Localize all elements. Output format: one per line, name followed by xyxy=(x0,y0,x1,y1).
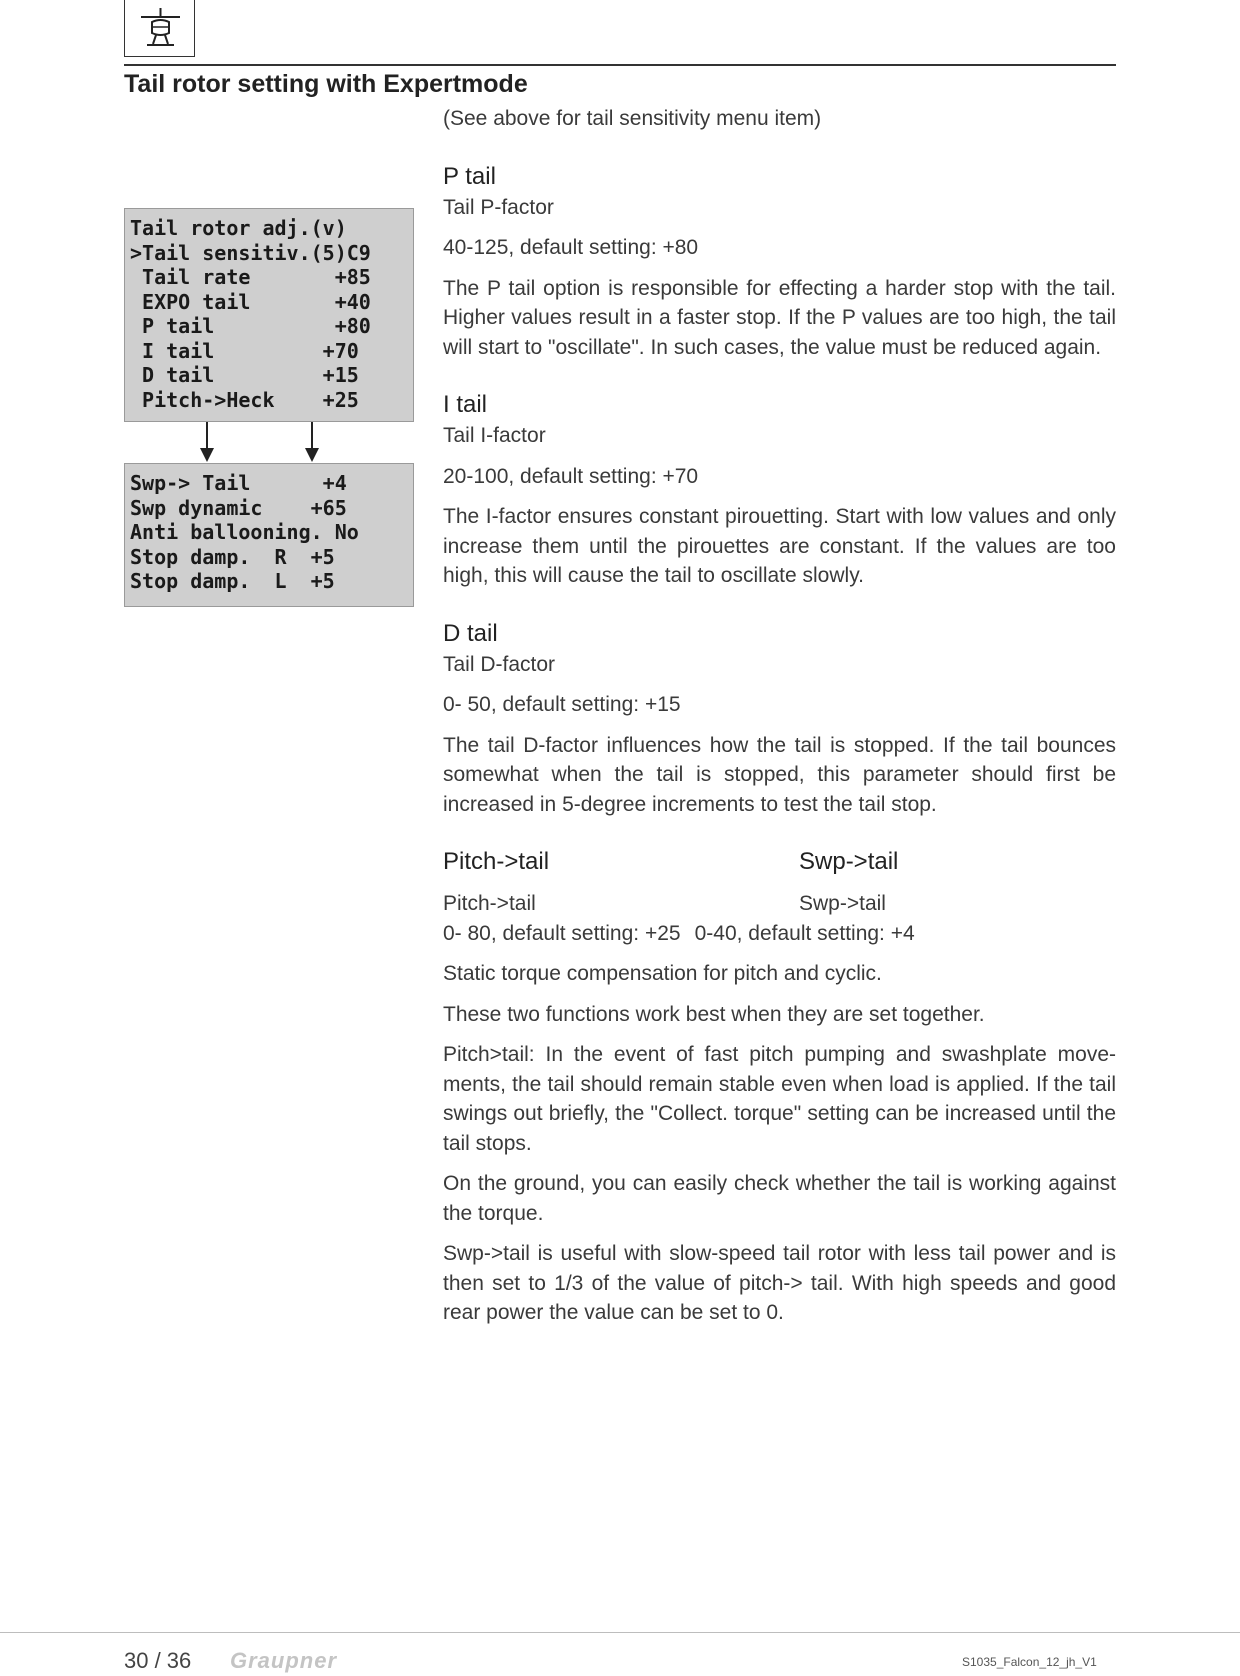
i-tail-body: The I-factor ensures constant pirouetting. Start with low values and only increase them until the pirouettes are constant. If the values are too high, this will cause the tail to oscillate slowly. xyxy=(443,505,1116,587)
lcd-screen-tail-rotor xyxy=(124,208,414,422)
lcd-line: I tail +70 xyxy=(130,338,359,363)
d-tail-heading: D tail xyxy=(443,619,498,647)
lcd-line: Anti ballooning. No xyxy=(130,520,359,544)
pitch-swp-p3: Pitch>tail: In the event of fast pitch pumping and swashplate move-ments, the tail should remain stable even when load is applied. If the tail swings out briefly, the "Collect. torque" setting can be increased until the tail stops. xyxy=(443,1043,1116,1155)
p-tail-subtitle: Tail P-factor xyxy=(443,195,554,219)
pitch-swp-labels xyxy=(443,889,1116,919)
helicopter-icon xyxy=(125,0,196,57)
lcd-line: >Tail sensitiv.(5)C9 xyxy=(130,240,371,265)
pitch-swp-p1: Static torque compensation for pitch and cyclic. xyxy=(443,962,882,985)
pitch-swp-headings xyxy=(443,846,1116,878)
lcd-line: Pitch->Heck +25 xyxy=(130,387,359,412)
p-tail-heading: P tail xyxy=(443,162,496,190)
lcd-line: Stop damp. L +5 xyxy=(130,569,335,593)
lcd-line: D tail +15 xyxy=(130,363,359,387)
p-tail-body: The P tail option is responsible for effecting a harder stop with the tail. Higher values result in a faster stop. If the P values are too high, the tail will start to "oscillate". In such cases, the value must be reduced again. xyxy=(443,276,1116,359)
pitch-tail-range: 0- 80, default setting: +25 xyxy=(443,921,681,945)
intro-text: (See above for tail sensitivity menu item) xyxy=(443,107,822,130)
helicopter-icon-box xyxy=(124,0,195,57)
down-arrows-icon xyxy=(124,420,414,464)
pitch-swp-p5: Swp->tail is useful with slow-speed tail rotor with less tail power and is then set to 1/3 of the value of pitch-> tail. With high speeds and good rear power the value can be set to 0. xyxy=(443,1242,1116,1324)
pitch-tail-label: Pitch->tail xyxy=(443,892,536,915)
i-tail-subtitle: Tail I-factor xyxy=(443,424,546,447)
p-tail-range: 40-125, default setting: +80 xyxy=(443,236,699,259)
brand-logo: Graupner xyxy=(230,1648,338,1673)
i-tail-heading: I tail xyxy=(443,391,488,418)
swp-tail-heading: Swp->tail xyxy=(799,848,899,875)
lcd-line: Tail rotor adj.(v) xyxy=(130,216,347,240)
d-tail-subtitle: Tail D-factor xyxy=(443,652,556,676)
pitch-tail-heading: Pitch->tail xyxy=(443,848,550,875)
pitch-swp-p2: These two functions work best when they are set together. xyxy=(443,1002,985,1026)
page-number: 30 / 36 xyxy=(124,1648,192,1673)
lcd-line: Swp dynamic +65 xyxy=(130,495,347,520)
lcd-line: Tail rate +85 xyxy=(130,265,371,289)
swp-tail-range: 0-40, default setting: +4 xyxy=(694,921,915,945)
lcd-line: Stop damp. R +5 xyxy=(130,544,335,569)
pitch-swp-p4: On the ground, you can easily check whether the tail is working against the torque. xyxy=(443,1172,1116,1225)
document-id: S1035_Falcon_12_jh_V1 xyxy=(962,1655,1097,1669)
header-rule xyxy=(124,64,1116,66)
swp-tail-label: Swp->tail xyxy=(799,892,886,915)
lcd-line: Swp-> Tail +4 xyxy=(130,471,347,495)
i-tail-range: 20-100, default setting: +70 xyxy=(443,464,699,488)
lcd-screen-swp xyxy=(124,463,414,607)
pitch-swp-ranges xyxy=(443,919,1116,949)
section-title: Tail rotor setting with Expertmode xyxy=(124,70,528,98)
main-content xyxy=(443,104,1116,1339)
lcd-line: P tail +80 xyxy=(130,314,371,338)
d-tail-range: 0- 50, default setting: +15 xyxy=(443,693,681,716)
lcd-line: EXPO tail +40 xyxy=(130,289,371,314)
d-tail-body: The tail D-factor influences how the tail is stopped. If the tail bounces somewhat when the tail is stopped, this parameter should first be increased in 5-degree increments to test the tail stop. xyxy=(443,733,1116,816)
footer-rule xyxy=(0,1632,1240,1633)
